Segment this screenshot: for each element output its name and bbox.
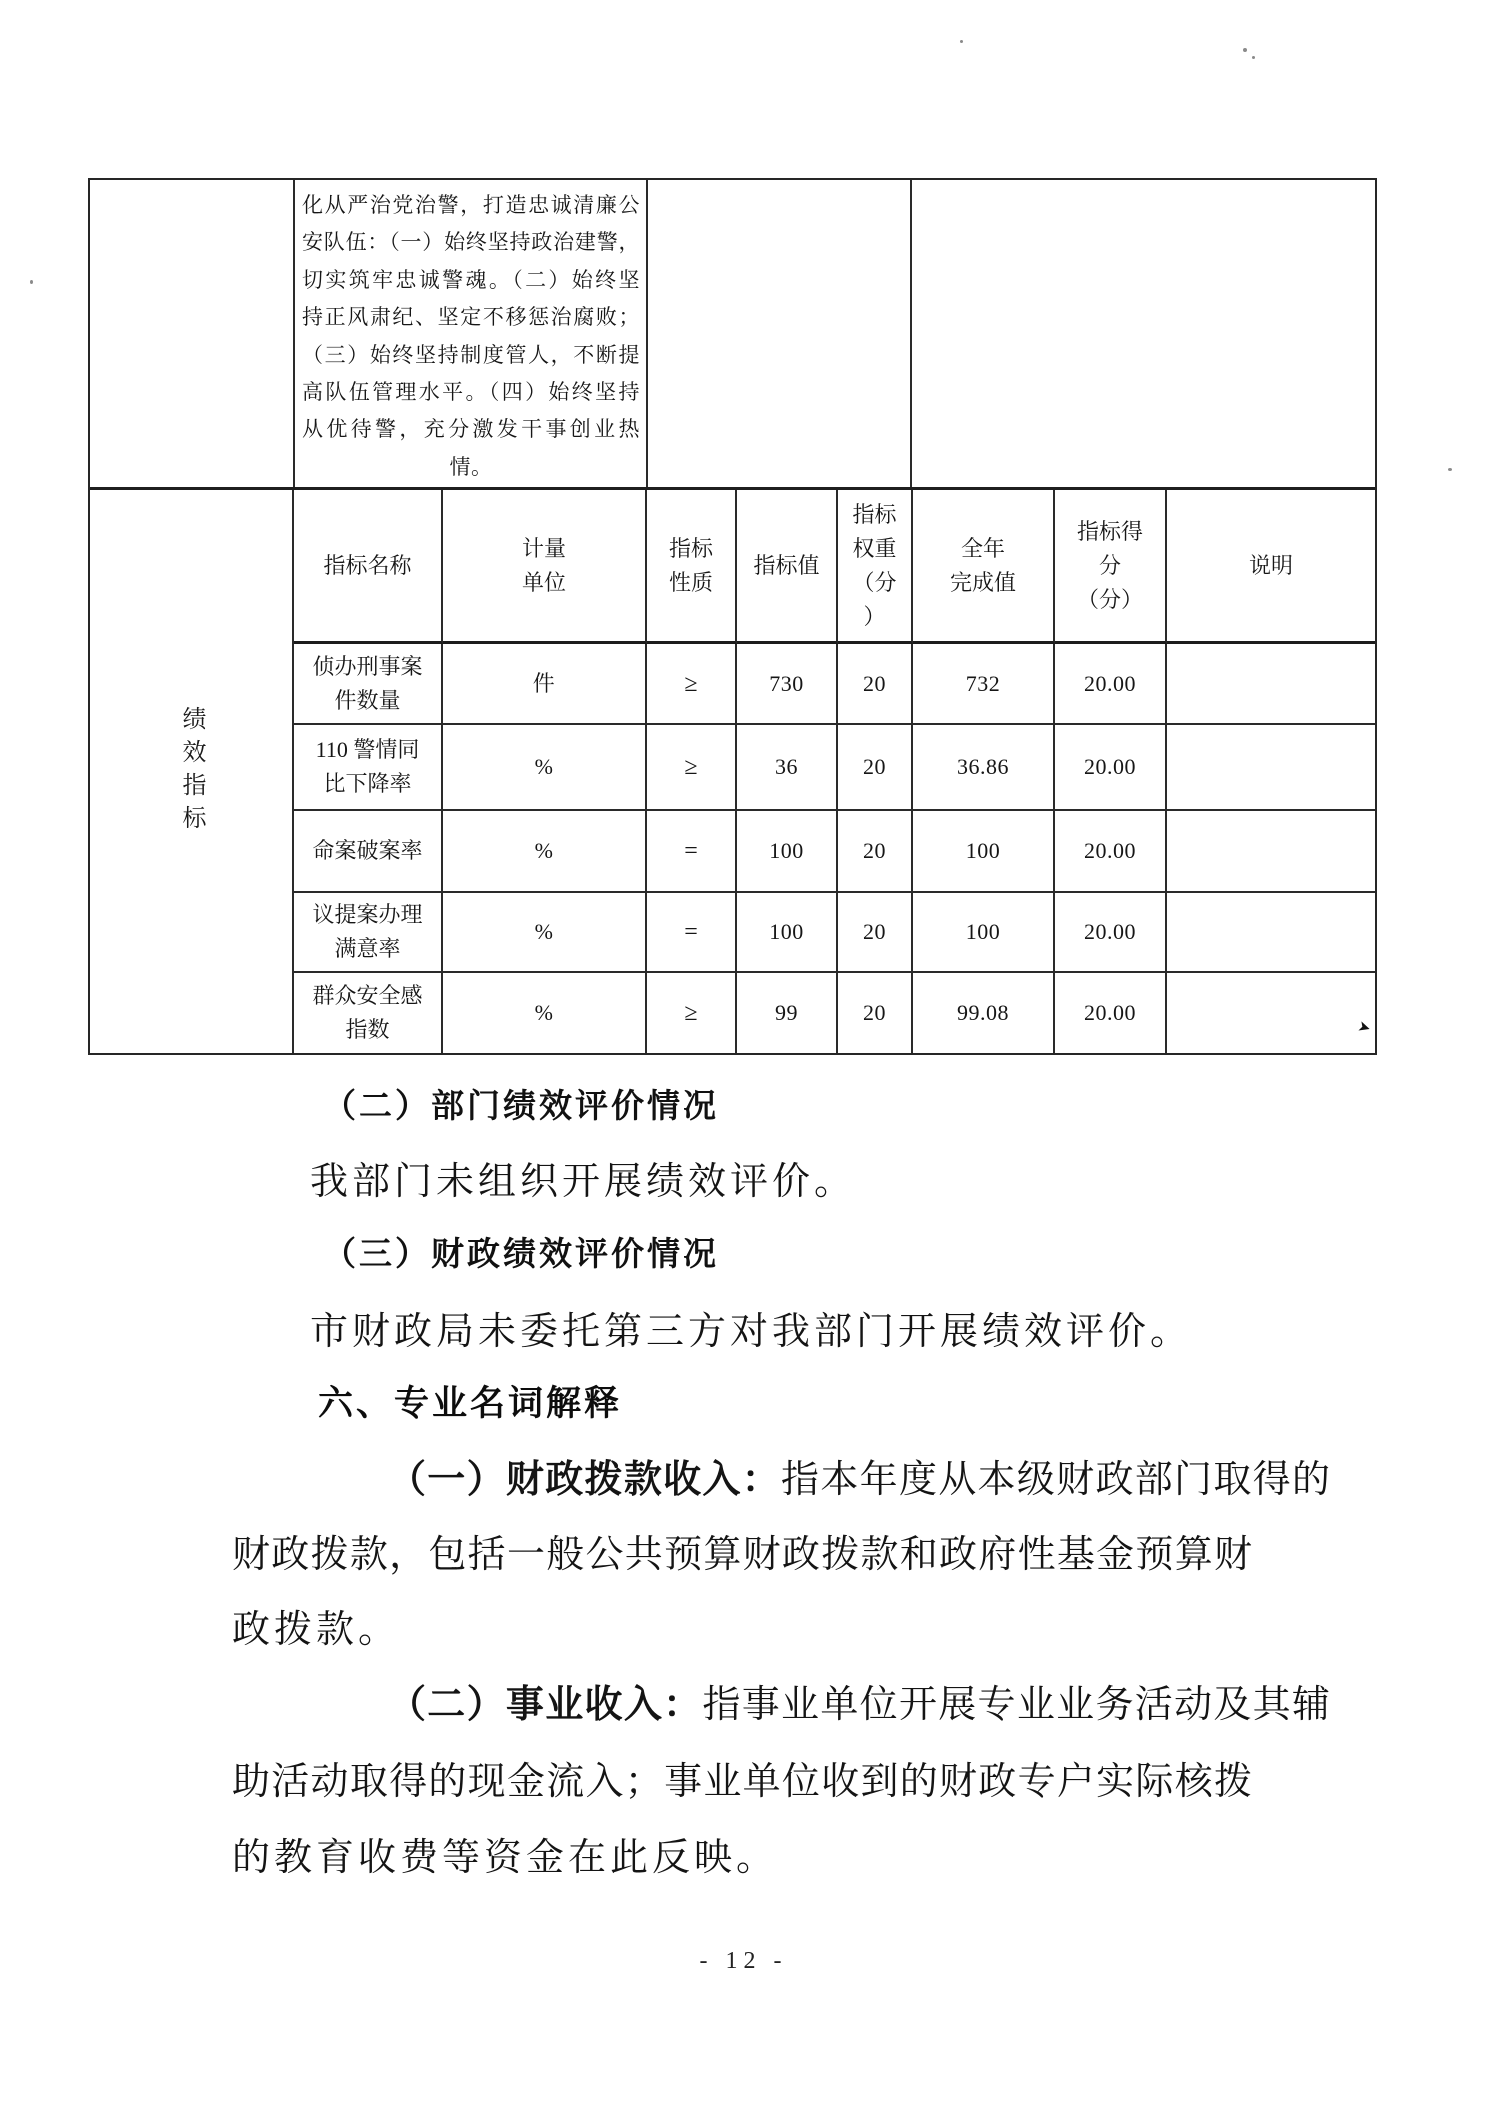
table-row-cell-score — [1055, 644, 1167, 725]
cell-text: ≥ — [684, 1000, 698, 1026]
row-group-label: 绩效指标 — [178, 705, 204, 838]
goal-text-line: （三）始终坚持制度管人，不断提 — [302, 342, 640, 367]
term2-line2: 助活动取得的现金流入；事业单位收到的财政专户实际核拨 — [232, 1761, 1253, 1803]
table-row-cell-score — [1055, 811, 1167, 893]
header-weight — [838, 490, 913, 644]
goal-text-line: 化从严治党治警，打造忠诚清廉公 — [302, 193, 640, 217]
table-row-cell-indicator-name — [294, 725, 443, 811]
header-target-value — [737, 490, 838, 644]
goal-text-line: 持正风肃纪、坚定不移惩治腐败； — [302, 305, 640, 330]
table-row-cell-nature — [647, 725, 737, 811]
table-row-cell-unit — [443, 644, 647, 725]
cell-text: 36.86 — [957, 754, 1009, 779]
table-row-cell-weight — [838, 811, 913, 893]
cell-text: 20.00 — [1084, 670, 1136, 696]
table-row-cell-score — [1055, 893, 1167, 973]
section-heading-3: （三）财政绩效评价情况 — [323, 1237, 719, 1273]
table-row-cell-weight — [838, 644, 913, 725]
cell-text: 侦办刑事案 — [312, 653, 423, 679]
table-row-cell-completed — [913, 811, 1055, 893]
goal-text-line: 安队伍：（一）始终坚持政治建警， — [302, 230, 640, 255]
table-row-cell-unit — [443, 811, 647, 893]
cell-text: 件 — [532, 670, 556, 696]
table-row-cell-completed — [913, 893, 1055, 973]
table-row-cell-indicator-name — [294, 644, 443, 725]
table-indicator-section — [90, 487, 1375, 1053]
term2-definition-start: 指事业单位开展专业业务活动及其辅 — [702, 1684, 1331, 1726]
cell-text: 732 — [965, 670, 1001, 696]
cell-text: 群众安全感 — [312, 983, 423, 1008]
term1-definition-start: 指本年度从本级财政部门取得的 — [781, 1459, 1331, 1501]
table-row-cell-completed — [913, 725, 1055, 811]
table-row-cell-target — [737, 811, 838, 893]
goal-text-line: 切实筑牢忠诚警魂。（二）始终坚 — [302, 267, 640, 292]
cell-text: % — [534, 1000, 554, 1025]
cell-text: 36 — [775, 754, 798, 779]
header-label: 指标名称 — [323, 552, 412, 578]
table-row-cell-note — [1167, 893, 1375, 973]
term1-line2: 财政拨款，包括一般公共预算财政拨款和政府性基金预算财 — [232, 1534, 1253, 1576]
table-row-cell-note — [1167, 644, 1375, 725]
top-mid-empty-cell — [648, 180, 912, 487]
table-row-cell-score — [1055, 973, 1167, 1053]
header-score — [1055, 490, 1167, 644]
scan-speck — [1252, 56, 1255, 59]
cell-text: 100 — [965, 838, 1001, 863]
header-label: ） — [863, 603, 886, 629]
cell-text: 20.00 — [1084, 919, 1136, 944]
header-label: 性质 — [668, 569, 713, 595]
table-row-cell-target — [737, 644, 838, 725]
goal-text-line: 高队伍管理水平。（四）始终坚持 — [302, 380, 640, 405]
cell-text: 议提案办理 — [312, 902, 423, 927]
table-row-cell-weight — [838, 973, 913, 1053]
table-row-cell-target — [737, 725, 838, 811]
header-label: 指标 — [852, 501, 897, 527]
table-row-cell-indicator-name — [294, 811, 443, 893]
cell-text: % — [534, 838, 554, 863]
cell-text: 20 — [863, 754, 886, 779]
table-row-cell-unit — [443, 893, 647, 973]
cell-text: 件数量 — [334, 687, 401, 713]
table-row-cell-note — [1167, 811, 1375, 893]
section-heading-6-terms: 六、专业名词解释 — [318, 1384, 623, 1423]
header-label: 全年 — [960, 535, 1005, 561]
table-top-section — [90, 180, 1375, 487]
header-label: （分 — [852, 569, 897, 595]
cell-text: = — [684, 838, 698, 864]
table-row-cell-nature — [647, 644, 737, 725]
cell-text: 20.00 — [1084, 838, 1136, 863]
table-row-cell-target — [737, 973, 838, 1053]
cell-text: 99.08 — [957, 1000, 1009, 1025]
paragraph-no-dept-evaluation: 我部门未组织开展绩效评价。 — [310, 1161, 857, 1203]
header-label: 权重 — [852, 535, 897, 561]
scan-speck — [1448, 468, 1452, 471]
cell-text: % — [534, 919, 554, 944]
table-row-cell-score — [1055, 725, 1167, 811]
performance-indicator-table — [88, 178, 1377, 1055]
header-label: 分 — [1098, 552, 1121, 578]
cell-text: 指数 — [345, 1017, 390, 1042]
cell-text: % — [534, 754, 554, 779]
scan-speck — [1243, 48, 1247, 52]
header-label: 单位 — [521, 569, 566, 595]
term1-label: （一）财政拨款收入： — [388, 1459, 782, 1501]
table-row-cell-note — [1167, 725, 1375, 811]
table-row-cell-unit — [443, 973, 647, 1053]
cell-text: 满意率 — [334, 936, 401, 961]
page-number: - 12 - — [699, 1948, 788, 1974]
cell-text: 命案破案率 — [312, 838, 423, 863]
term1-line3: 政拨款。 — [232, 1609, 401, 1651]
cell-text: 100 — [965, 919, 1001, 944]
cell-text: 20.00 — [1084, 1000, 1136, 1025]
header-label: 计量 — [521, 535, 566, 561]
table-row-cell-nature — [647, 893, 737, 973]
section-heading-2: （二）部门绩效评价情况 — [323, 1089, 719, 1125]
scan-artifact-arrow: ➤ — [1355, 1018, 1373, 1038]
cell-text: = — [684, 919, 698, 945]
cell-text: 99 — [775, 1000, 798, 1025]
table-row-cell-indicator-name — [294, 973, 443, 1053]
cell-text: ≥ — [684, 670, 698, 697]
cell-text: 20 — [863, 838, 886, 863]
goal-text-line: 从优待警，充分激发干事创业热 — [302, 417, 640, 442]
header-label: 指标值 — [753, 552, 820, 578]
term2-label: （二）事业收入： — [388, 1684, 703, 1726]
cell-text: 20.00 — [1084, 754, 1136, 779]
table-row-cell-target — [737, 893, 838, 973]
header-indicator-name — [294, 490, 443, 644]
top-left-empty-cell — [90, 180, 295, 487]
header-label: 说明 — [1248, 552, 1293, 578]
term1-line1 — [310, 1448, 1331, 1503]
scan-speck — [960, 40, 963, 43]
header-nature — [647, 490, 737, 644]
header-note — [1167, 490, 1375, 644]
cell-text: ≥ — [684, 754, 698, 780]
goal-description-cell — [295, 180, 648, 487]
header-label: 指标 — [668, 535, 713, 561]
term2-line1 — [310, 1673, 1331, 1728]
table-row-cell-completed — [913, 973, 1055, 1053]
cell-text: 730 — [769, 670, 804, 696]
header-unit — [443, 490, 647, 644]
cell-text: 100 — [769, 838, 804, 863]
table-row-cell-unit — [443, 725, 647, 811]
paragraph-no-finance-evaluation: 市财政局未委托第三方对我部门开展绩效评价。 — [310, 1311, 1193, 1353]
goal-text-line: 情。 — [449, 454, 493, 479]
term2-line3: 的教育收费等资金在此反映。 — [232, 1837, 779, 1879]
cell-text: 20 — [863, 1000, 886, 1025]
cell-text: 100 — [769, 919, 804, 944]
table-row-cell-weight — [838, 725, 913, 811]
table-row-cell-indicator-name — [294, 893, 443, 973]
table-row-cell-nature — [647, 811, 737, 893]
table-row-cell-weight — [838, 893, 913, 973]
header-label: 完成值 — [949, 569, 1016, 595]
table-row-cell-note — [1167, 973, 1375, 1053]
cell-text: 110 警情同 — [315, 737, 420, 762]
header-label: 指标得 — [1076, 518, 1143, 544]
cell-text: 20 — [863, 919, 886, 944]
table-row-cell-nature — [647, 973, 737, 1053]
cell-text: 比下降率 — [323, 771, 412, 796]
scan-speck — [30, 280, 33, 284]
header-completed-value — [913, 490, 1055, 644]
table-row-cell-completed — [913, 644, 1055, 725]
header-label: （分） — [1076, 586, 1143, 612]
cell-text: 20 — [863, 670, 886, 696]
row-group-cell — [90, 490, 294, 1053]
top-right-empty-cell — [912, 180, 1373, 487]
